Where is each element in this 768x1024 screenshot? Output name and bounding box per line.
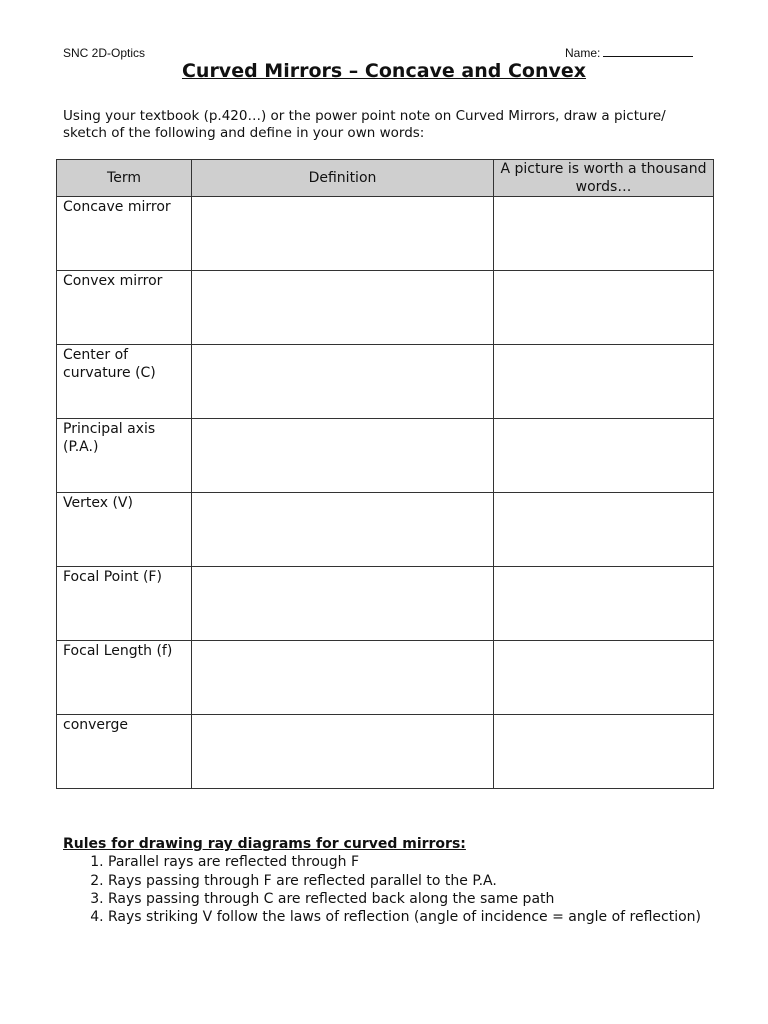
- list-item: 4. Rays striking V follow the laws of reflection (angle of incidence = angle of reflection): [108, 908, 723, 926]
- picture-cell[interactable]: [494, 419, 714, 493]
- page-title: Curved Mirrors – Concave and Convex: [181, 60, 587, 82]
- table-row: [57, 715, 714, 789]
- picture-cell[interactable]: [494, 345, 714, 419]
- table-row: [57, 271, 714, 345]
- term-cell: converge: [57, 715, 192, 789]
- definition-cell[interactable]: [192, 567, 494, 641]
- term-cell: Vertex (V): [57, 493, 192, 567]
- definition-cell[interactable]: [192, 271, 494, 345]
- term-cell: Focal Length (f): [57, 641, 192, 715]
- table-row: [57, 567, 714, 641]
- term-cell: Focal Point (F): [57, 567, 192, 641]
- table-row: [57, 641, 714, 715]
- table-row: [57, 197, 714, 271]
- course-code: SNC 2D-Optics: [63, 46, 146, 60]
- rules-list: [63, 853, 723, 926]
- name-blank-line[interactable]: [603, 46, 693, 57]
- list-item: 2. Rays passing through F are reflected parallel to the P.A.: [108, 872, 723, 890]
- definition-cell[interactable]: [192, 715, 494, 789]
- picture-cell[interactable]: [494, 715, 714, 789]
- picture-cell[interactable]: [494, 197, 714, 271]
- rules-title: Rules for drawing ray diagrams for curved mirrors:: [63, 836, 466, 852]
- definition-cell[interactable]: [192, 641, 494, 715]
- term-cell: Principal axis (P.A.): [57, 419, 192, 493]
- definition-cell[interactable]: [192, 419, 494, 493]
- term-cell: Center of curvature (C): [57, 345, 192, 419]
- list-item: 3. Rays passing through C are reflected back along the same path: [108, 890, 723, 908]
- definition-cell[interactable]: [192, 493, 494, 567]
- rules-section: [63, 835, 723, 926]
- table-row: [57, 345, 714, 419]
- picture-cell[interactable]: [494, 641, 714, 715]
- picture-cell[interactable]: [494, 493, 714, 567]
- instructions-text: Using your textbook (p.420…) or the power point note on Curved Mirrors, draw a picture/ sketch of the following and define in your own words:: [63, 108, 666, 141]
- column-header-definition: Definition: [192, 160, 494, 197]
- terms-table: [56, 159, 714, 789]
- column-header-picture: A picture is worth a thousand words…: [494, 160, 714, 197]
- column-header-term: Term: [57, 160, 192, 197]
- table-row: [57, 419, 714, 493]
- name-label: Name:: [565, 46, 601, 60]
- definition-cell[interactable]: [192, 197, 494, 271]
- picture-cell[interactable]: [494, 271, 714, 345]
- list-item: 1. Parallel rays are reflected through F: [108, 853, 723, 871]
- picture-cell[interactable]: [494, 567, 714, 641]
- table-header-row: [57, 160, 714, 197]
- term-cell: Convex mirror: [57, 271, 192, 345]
- table-row: [57, 493, 714, 567]
- term-cell: Concave mirror: [57, 197, 192, 271]
- definition-cell[interactable]: [192, 345, 494, 419]
- name-field: [565, 46, 693, 60]
